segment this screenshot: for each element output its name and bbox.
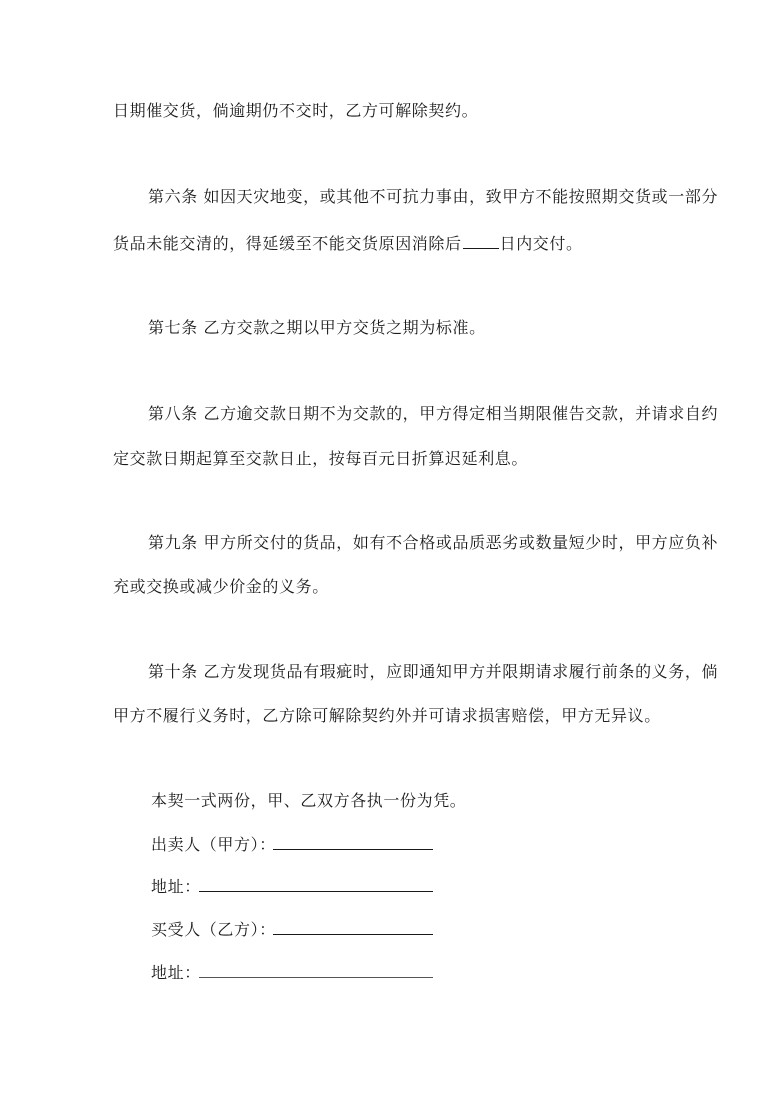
clause-8-line-2: 定交款日期起算至交款日止，按每百元日折算迟延利息。 bbox=[113, 449, 529, 468]
clause-9-line-2: 充或交换或减少价金的义务。 bbox=[113, 577, 329, 596]
days-blank bbox=[463, 232, 499, 249]
buyer-address-line bbox=[199, 977, 433, 978]
clause-7-line-1: 第七条 乙方交款之期以甲方交货之期为标准。 bbox=[148, 318, 486, 337]
seller-label: 出卖人（甲方）： bbox=[151, 835, 276, 854]
clause-8-line-1: 第八条 乙方逾交款日期不为交款的，甲方得定相当期限催告交款，并请求自约 bbox=[148, 404, 719, 423]
seller-address-label: 地址： bbox=[151, 877, 201, 896]
buyer-label: 买受人（乙方）： bbox=[151, 920, 276, 939]
copies-statement: 本契一式两份，甲、乙双方各执一份为凭。 bbox=[151, 791, 467, 810]
clause-10-line-2: 甲方不履行义务时，乙方除可解除契约外并可请求损害赔偿，甲方无异议。 bbox=[113, 706, 661, 725]
seller-address-line bbox=[199, 891, 433, 892]
buyer-address-label: 地址： bbox=[151, 963, 201, 982]
clause-6-line-1: 第六条 如因天灾地变，或其他不可抗力事由，致甲方不能按照期交货或一部分 bbox=[148, 187, 719, 206]
clause-10-line-1: 第十条 乙方发现货品有瑕疵时，应即通知甲方并限期请求履行前条的义务，倘 bbox=[148, 662, 719, 681]
clause-6-line-2-text-a: 货品未能交清的，得延缓至不能交货原因消除后 bbox=[113, 234, 462, 253]
clause-9-line-1: 第九条 甲方所交付的货品，如有不合格或品质恶劣或数量短少时，甲方应负补 bbox=[148, 533, 719, 552]
clause-6-line-2-text-b: 日内交付。 bbox=[499, 234, 583, 253]
clause-6-line-2 bbox=[113, 232, 583, 254]
seller-signature-line bbox=[273, 849, 433, 850]
buyer-signature-line bbox=[273, 934, 433, 935]
clause-5-tail: 日期催交货，倘逾期仍不交时，乙方可解除契约。 bbox=[113, 101, 479, 120]
